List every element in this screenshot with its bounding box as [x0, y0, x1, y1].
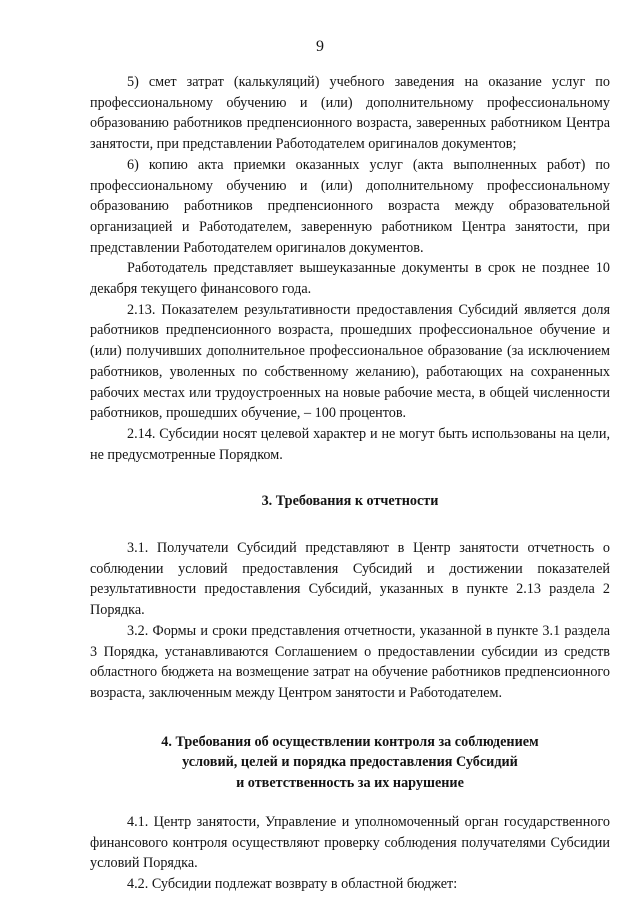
- section-4-heading: [90, 732, 610, 794]
- document-body: [90, 72, 610, 895]
- paragraph-2-13: 2.13. Показателем результативности предоставления Субсидий является доля работников предпенсионного возраста, прошедших профессиональное обучение и (или) получивших дополнительное профессиональное образование (за исключением работников, уволенных по собственному желанию), работающих на сохраненных рабочих местах или трудоустроенных на новые рабочие места, в общей численности работников, прошедших обучение, – 100 процентов.: [90, 301, 610, 422]
- paragraph-item-6: 6) копию акта приемки оказанных услуг (акта выполненных работ) по профессиональному обучению и (или) дополнительному профессиональному образованию работников предпенсионного возраста между образовательной организацией и Работодателем, заверенную работником Центра занятости, при представлении Работодателем оригиналов документов.: [90, 156, 610, 256]
- section-4-heading-line-1: 4. Требования об осуществлении контроля за соблюдением: [161, 733, 539, 750]
- paragraph-2-14: 2.14. Субсидии носят целевой характер и не могут быть использованы на цели, не предусмотренные Порядком.: [90, 425, 610, 463]
- paragraph-4-1: 4.1. Центр занятости, Управление и уполномоченный орган государственного финансового контроля осуществляют проверку соблюдения получателями Субсидии условий Порядка.: [90, 813, 610, 872]
- section-3-heading: 3. Требования к отчетности: [261, 493, 439, 510]
- paragraph-item-5: 5) смет затрат (калькуляций) учебного заведения на оказание услуг по профессиональному обучению и (или) дополнительному профессиональному образованию работников предпенсионного возраста, заверенных работником Центра занятости, при представлении Работодателем оригиналов документов;: [90, 74, 610, 153]
- paragraph-3-2: 3.2. Формы и сроки представления отчетности, указанной в пункте 3.1 раздела 3 Порядка, устанавливаются Соглашением о предоставлении субсидии из средств областного бюджета на возмещение затрат на обучение работников предпенсионного возраста, заключенным между Центром занятости и Работодателем.: [90, 622, 610, 701]
- paragraph-employer-deadline: Работодатель представляет вышеуказанные документы в срок не позднее 10 декабря текущего финансового года.: [90, 260, 610, 298]
- section-4-heading-line-2: условий, целей и порядка предоставления Субсидий: [182, 754, 518, 771]
- page-number: 9: [316, 38, 324, 55]
- section-4-heading-line-3: и ответственность за их нарушение: [236, 775, 464, 792]
- paragraph-3-1: 3.1. Получатели Субсидий представляют в Центр занятости отчетность о соблюдении условий предоставления Субсидий и достижении показателей результативности предоставления Субсидий, указанных в пункте 2.13 раздела 2 Порядка.: [90, 540, 610, 619]
- paragraph-4-2: 4.2. Субсидии подлежат возврату в областной бюджет:: [127, 875, 458, 892]
